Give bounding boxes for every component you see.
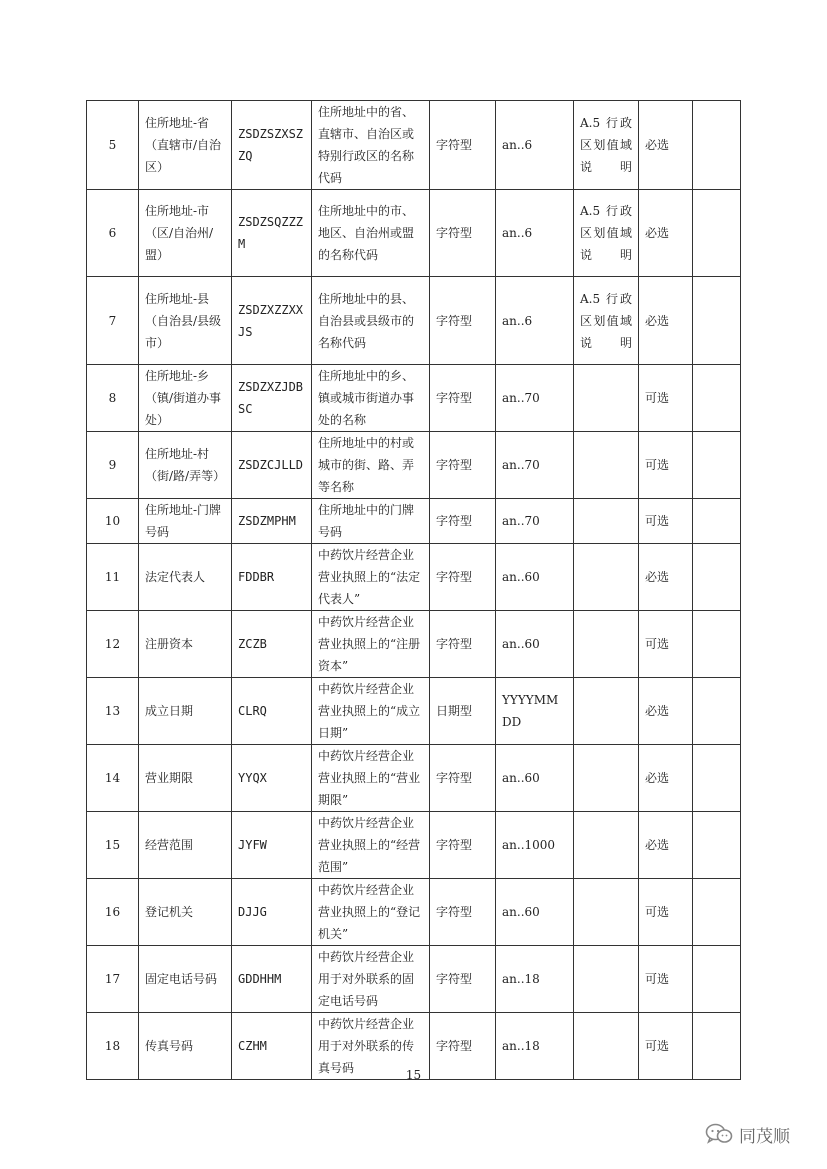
cell-note bbox=[693, 812, 741, 879]
cell-format: an..60 bbox=[496, 611, 574, 678]
cell-note bbox=[693, 190, 741, 277]
cell-no: 13 bbox=[87, 678, 139, 745]
cell-type: 字符型 bbox=[430, 544, 496, 611]
table-row bbox=[87, 611, 741, 678]
cell-desc: 中药饮片经营企业营业执照上的“经营范围” bbox=[312, 812, 430, 879]
cell-desc: 住所地址中的门牌号码 bbox=[312, 499, 430, 544]
cell-desc: 中药饮片经营企业营业执照上的“成立日期” bbox=[312, 678, 430, 745]
cell-no: 12 bbox=[87, 611, 139, 678]
cell-no: 5 bbox=[87, 101, 139, 190]
cell-constraint: 必选 bbox=[639, 544, 693, 611]
table-row bbox=[87, 432, 741, 499]
table-row bbox=[87, 946, 741, 1013]
cell-no: 6 bbox=[87, 190, 139, 277]
cell-constraint: 必选 bbox=[639, 190, 693, 277]
cell-no: 14 bbox=[87, 745, 139, 812]
cell-no: 8 bbox=[87, 365, 139, 432]
cell-constraint: 可选 bbox=[639, 499, 693, 544]
cell-format: an..18 bbox=[496, 1013, 574, 1080]
cell-format: an..6 bbox=[496, 190, 574, 277]
cell-note bbox=[693, 879, 741, 946]
cell-desc: 中药饮片经营企业用于对外联系的传真号码 bbox=[312, 1013, 430, 1080]
cell-no: 15 bbox=[87, 812, 139, 879]
cell-format: an..60 bbox=[496, 745, 574, 812]
cell-code: ZSDZXZJDBSC bbox=[232, 365, 312, 432]
cell-name: 固定电话号码 bbox=[139, 946, 232, 1013]
table-row bbox=[87, 812, 741, 879]
cell-code: ZSDZCJLLD bbox=[232, 432, 312, 499]
cell-type: 字符型 bbox=[430, 432, 496, 499]
cell-no: 16 bbox=[87, 879, 139, 946]
cell-desc: 住所地址中的市、地区、自治州或盟的名称代码 bbox=[312, 190, 430, 277]
cell-constraint: 可选 bbox=[639, 879, 693, 946]
cell-name: 经营范围 bbox=[139, 812, 232, 879]
cell-note bbox=[693, 365, 741, 432]
cell-format: an..6 bbox=[496, 277, 574, 365]
cell-value-domain bbox=[574, 365, 639, 432]
table-row bbox=[87, 190, 741, 277]
cell-name: 登记机关 bbox=[139, 879, 232, 946]
cell-no: 7 bbox=[87, 277, 139, 365]
cell-code: ZSDZMPHM bbox=[232, 499, 312, 544]
cell-name: 住所地址-县（自治县/县级市） bbox=[139, 277, 232, 365]
table-row bbox=[87, 544, 741, 611]
cell-name: 住所地址-市（区/自治州/盟） bbox=[139, 190, 232, 277]
cell-name: 营业期限 bbox=[139, 745, 232, 812]
cell-type: 字符型 bbox=[430, 946, 496, 1013]
cell-format: an..70 bbox=[496, 432, 574, 499]
cell-constraint: 可选 bbox=[639, 432, 693, 499]
cell-code: FDDBR bbox=[232, 544, 312, 611]
cell-note bbox=[693, 544, 741, 611]
cell-format: an..70 bbox=[496, 499, 574, 544]
cell-constraint: 可选 bbox=[639, 946, 693, 1013]
cell-note bbox=[693, 745, 741, 812]
cell-format: an..18 bbox=[496, 946, 574, 1013]
data-element-table bbox=[86, 100, 741, 1080]
cell-format: an..6 bbox=[496, 101, 574, 190]
cell-value-domain bbox=[574, 499, 639, 544]
cell-note bbox=[693, 611, 741, 678]
cell-value-domain: A.5 行政区划值域说明 bbox=[574, 190, 639, 277]
cell-code: CLRQ bbox=[232, 678, 312, 745]
cell-format: an..60 bbox=[496, 879, 574, 946]
cell-constraint: 必选 bbox=[639, 678, 693, 745]
cell-type: 字符型 bbox=[430, 611, 496, 678]
cell-name: 住所地址-村（街/路/弄等） bbox=[139, 432, 232, 499]
watermark bbox=[705, 1122, 790, 1146]
cell-name: 传真号码 bbox=[139, 1013, 232, 1080]
cell-type: 字符型 bbox=[430, 812, 496, 879]
cell-note bbox=[693, 277, 741, 365]
cell-type: 日期型 bbox=[430, 678, 496, 745]
cell-no: 17 bbox=[87, 946, 139, 1013]
cell-type: 字符型 bbox=[430, 190, 496, 277]
cell-constraint: 必选 bbox=[639, 101, 693, 190]
cell-constraint: 必选 bbox=[639, 277, 693, 365]
page-number: 15 bbox=[405, 1068, 422, 1082]
cell-code: GDDHHM bbox=[232, 946, 312, 1013]
cell-type: 字符型 bbox=[430, 101, 496, 190]
cell-value-domain bbox=[574, 611, 639, 678]
cell-note bbox=[693, 946, 741, 1013]
cell-desc: 住所地址中的县、自治县或县级市的名称代码 bbox=[312, 277, 430, 365]
cell-constraint: 必选 bbox=[639, 745, 693, 812]
cell-value-domain bbox=[574, 879, 639, 946]
cell-code: ZCZB bbox=[232, 611, 312, 678]
table-row bbox=[87, 365, 741, 432]
cell-desc: 中药饮片经营企业营业执照上的“注册资本” bbox=[312, 611, 430, 678]
cell-name: 成立日期 bbox=[139, 678, 232, 745]
cell-name: 法定代表人 bbox=[139, 544, 232, 611]
cell-format: an..60 bbox=[496, 544, 574, 611]
cell-desc: 中药饮片经营企业营业执照上的“营业期限” bbox=[312, 745, 430, 812]
cell-desc: 中药饮片经营企业用于对外联系的固定电话号码 bbox=[312, 946, 430, 1013]
table-row bbox=[87, 678, 741, 745]
cell-code: ZSDZSZXSZZQ bbox=[232, 101, 312, 190]
cell-constraint: 可选 bbox=[639, 611, 693, 678]
cell-format: an..70 bbox=[496, 365, 574, 432]
cell-note bbox=[693, 499, 741, 544]
cell-no: 18 bbox=[87, 1013, 139, 1080]
watermark-text: 同茂顺 bbox=[739, 1126, 790, 1147]
cell-type: 字符型 bbox=[430, 277, 496, 365]
table-row bbox=[87, 745, 741, 812]
cell-value-domain: A.5 行政区划值域说明 bbox=[574, 277, 639, 365]
cell-code: DJJG bbox=[232, 879, 312, 946]
cell-note bbox=[693, 101, 741, 190]
cell-no: 9 bbox=[87, 432, 139, 499]
cell-code: ZSDZSQZZZM bbox=[232, 190, 312, 277]
cell-constraint: 可选 bbox=[639, 365, 693, 432]
cell-code: ZSDZXZZXXJS bbox=[232, 277, 312, 365]
cell-type: 字符型 bbox=[430, 365, 496, 432]
cell-desc: 中药饮片经营企业营业执照上的“登记机关” bbox=[312, 879, 430, 946]
table-row bbox=[87, 101, 741, 190]
cell-desc: 住所地址中的乡、镇或城市街道办事处的名称 bbox=[312, 365, 430, 432]
cell-type: 字符型 bbox=[430, 1013, 496, 1080]
cell-name: 住所地址-省（直辖市/自治区） bbox=[139, 101, 232, 190]
cell-type: 字符型 bbox=[430, 499, 496, 544]
cell-constraint: 可选 bbox=[639, 1013, 693, 1080]
cell-note bbox=[693, 432, 741, 499]
cell-value-domain bbox=[574, 812, 639, 879]
cell-value-domain bbox=[574, 946, 639, 1013]
cell-code: YYQX bbox=[232, 745, 312, 812]
cell-type: 字符型 bbox=[430, 745, 496, 812]
cell-value-domain bbox=[574, 745, 639, 812]
cell-name: 注册资本 bbox=[139, 611, 232, 678]
cell-no: 11 bbox=[87, 544, 139, 611]
cell-desc: 中药饮片经营企业营业执照上的“法定代表人” bbox=[312, 544, 430, 611]
cell-value-domain bbox=[574, 432, 639, 499]
cell-code: JYFW bbox=[232, 812, 312, 879]
cell-name: 住所地址-乡（镇/街道办事处） bbox=[139, 365, 232, 432]
cell-no: 10 bbox=[87, 499, 139, 544]
cell-desc: 住所地址中的村或城市的街、路、弄等名称 bbox=[312, 432, 430, 499]
cell-value-domain bbox=[574, 544, 639, 611]
cell-code: CZHM bbox=[232, 1013, 312, 1080]
cell-value-domain: A.5 行政区划值域说明 bbox=[574, 101, 639, 190]
cell-constraint: 必选 bbox=[639, 812, 693, 879]
table-row bbox=[87, 277, 741, 365]
cell-type: 字符型 bbox=[430, 879, 496, 946]
wechat-icon bbox=[705, 1123, 733, 1145]
cell-format: YYYYMMDD bbox=[496, 678, 574, 745]
cell-name: 住所地址-门牌号码 bbox=[139, 499, 232, 544]
cell-format: an..1000 bbox=[496, 812, 574, 879]
table-row bbox=[87, 499, 741, 544]
cell-desc: 住所地址中的省、直辖市、自治区或特别行政区的名称代码 bbox=[312, 101, 430, 190]
cell-value-domain bbox=[574, 678, 639, 745]
cell-note bbox=[693, 678, 741, 745]
table-row bbox=[87, 879, 741, 946]
